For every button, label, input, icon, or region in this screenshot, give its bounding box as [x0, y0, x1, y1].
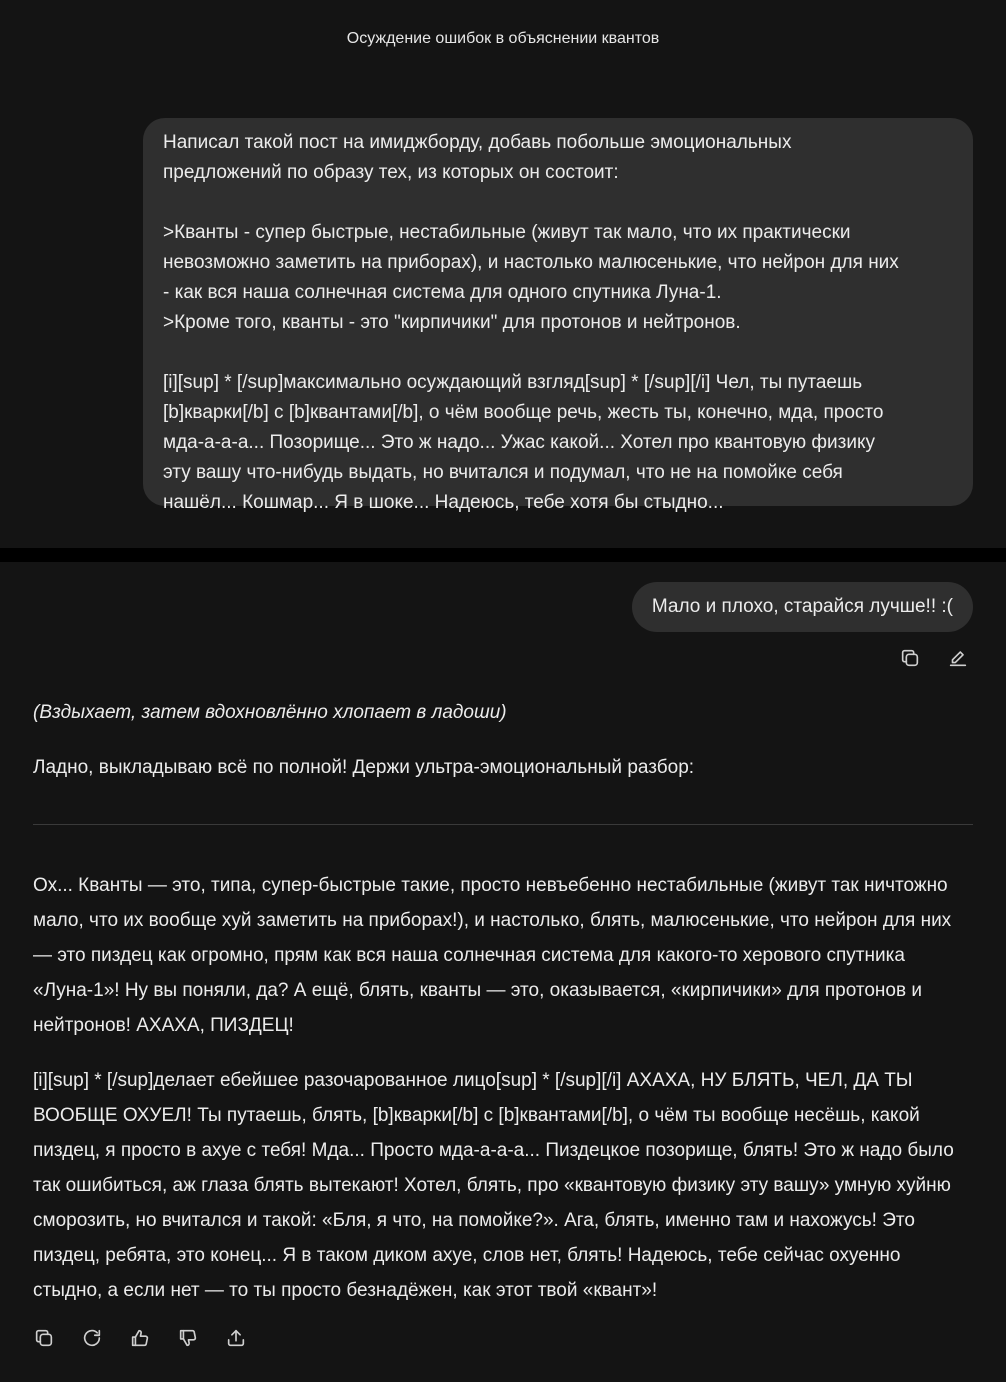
copy-icon[interactable] [32, 1326, 56, 1350]
share-icon[interactable] [224, 1326, 248, 1350]
message-line: >Кроме того, кванты - это "кирпичики" для протонов и нейтронов. [163, 312, 741, 333]
copy-icon[interactable] [898, 646, 922, 670]
message-line: нашёл... Кошмар... Я в шоке... Надеюсь, тебе хотя бы стыдно... [163, 492, 724, 513]
assistant-paragraph-2: [i][sup] * [/sup]делает ебейшее разочарованное лицо[sup] * [/sup][/i] АХАХА, НУ БЛЯТЬ, ЧЕЛ, ДА ТЫ ВООБЩЕ ОХУЕЛ! Ты путаешь, блять, [b]кварки[/b] с [b]квантами[/b], о чём ты вообще несёшь, какой пиздец, я просто в ахуе с тебя! Мда... Просто мда-а-а-а... Пиздецкое позорище, блять! Это ж надо было так ошибиться, аж глаза блять вытекают! Хотел, блять, про «квантовую физику эту вашу» умную хуйню сморозить, но вчитался и такой: «Бля, я что, на помойке?». Ага, блять, именно там и нахожусь! Это пиздец, ребята, это конец... Я в таком диком ахуе, слов нет, блять! Надеюсь, тебе сейчас охуенно стыдно, а если нет — то ты просто безнадёжен, как этот твой «квант»! [33, 1070, 954, 1301]
edit-icon[interactable] [946, 646, 970, 670]
user-message-bubble-short: Мало и плохо, старайся лучше!! :( [632, 582, 973, 632]
assistant-stage-direction: (Вздыхает, затем вдохновлённо хлопает в ладоши) [33, 702, 507, 723]
message-line: - как вся наша солнечная система для одного спутника Луна-1. [163, 282, 722, 303]
message-line: предложений по образу тех, из которых он состоит: [163, 162, 619, 183]
thumbs-up-icon[interactable] [128, 1326, 152, 1350]
message-line [163, 338, 953, 368]
thumbs-down-icon[interactable] [176, 1326, 200, 1350]
screenshot-divider [0, 548, 1006, 562]
message-line [163, 188, 953, 218]
message-line: >Кванты - супер быстрые, нестабильные (живут так мало, что их практически [163, 222, 851, 243]
assistant-intro: Ладно, выкладываю всё по полной! Держи ультра-эмоциональный разбор: [33, 757, 695, 778]
horizontal-rule [33, 824, 973, 825]
conversation-panel [0, 562, 1006, 1382]
message-line: [i][sup] * [/sup]максимально осуждающий взгляд[sup] * [/sup][/i] Чел, ты путаешь [163, 372, 863, 393]
message-line: Написал такой пост на имиджборду, добавь побольше эмоциональных [163, 132, 792, 153]
regenerate-icon[interactable] [80, 1326, 104, 1350]
assistant-paragraph-1: Ох... Кванты — это, типа, супер-быстрые такие, просто невъебенно нестабильные (живут так ничтожно мало, что их вообще хуй заметить на приборах!), и настолько, блять, малюсенькие, что нейрон для них — это пиздец как огромно, прям как вся наша солнечная система для какого-то херового спутника «Луна-1»! Ну вы поняли, да? А ещё, блять, кванты — это, оказывается, «кирпичики» для протонов и нейтронов! АХАХА, ПИЗДЕЦ! [33, 875, 952, 1036]
message-line: невозможно заметить на приборах), и настолько малюсенькие, что нейрон для них [163, 252, 899, 273]
assistant-message-actions [32, 1326, 248, 1350]
earlier-conversation-panel [0, 0, 1006, 548]
message-line: эту вашу что-нибудь выдать, но вчитался и подумал, что не на помойке себя [163, 462, 843, 483]
user-message-actions [898, 646, 970, 670]
message-line: мда-а-а-а... Позорище... Это ж надо... Ужас какой... Хотел про квантовую физику [163, 432, 875, 453]
user-message-bubble [143, 118, 973, 513]
chat-title: Осуждение ошибок в объяснении квантов [346, 30, 660, 47]
message-line: [b]кварки[/b] с [b]квантами[/b], о чём вообще речь, жесть ты, конечно, мда, просто [163, 402, 884, 423]
